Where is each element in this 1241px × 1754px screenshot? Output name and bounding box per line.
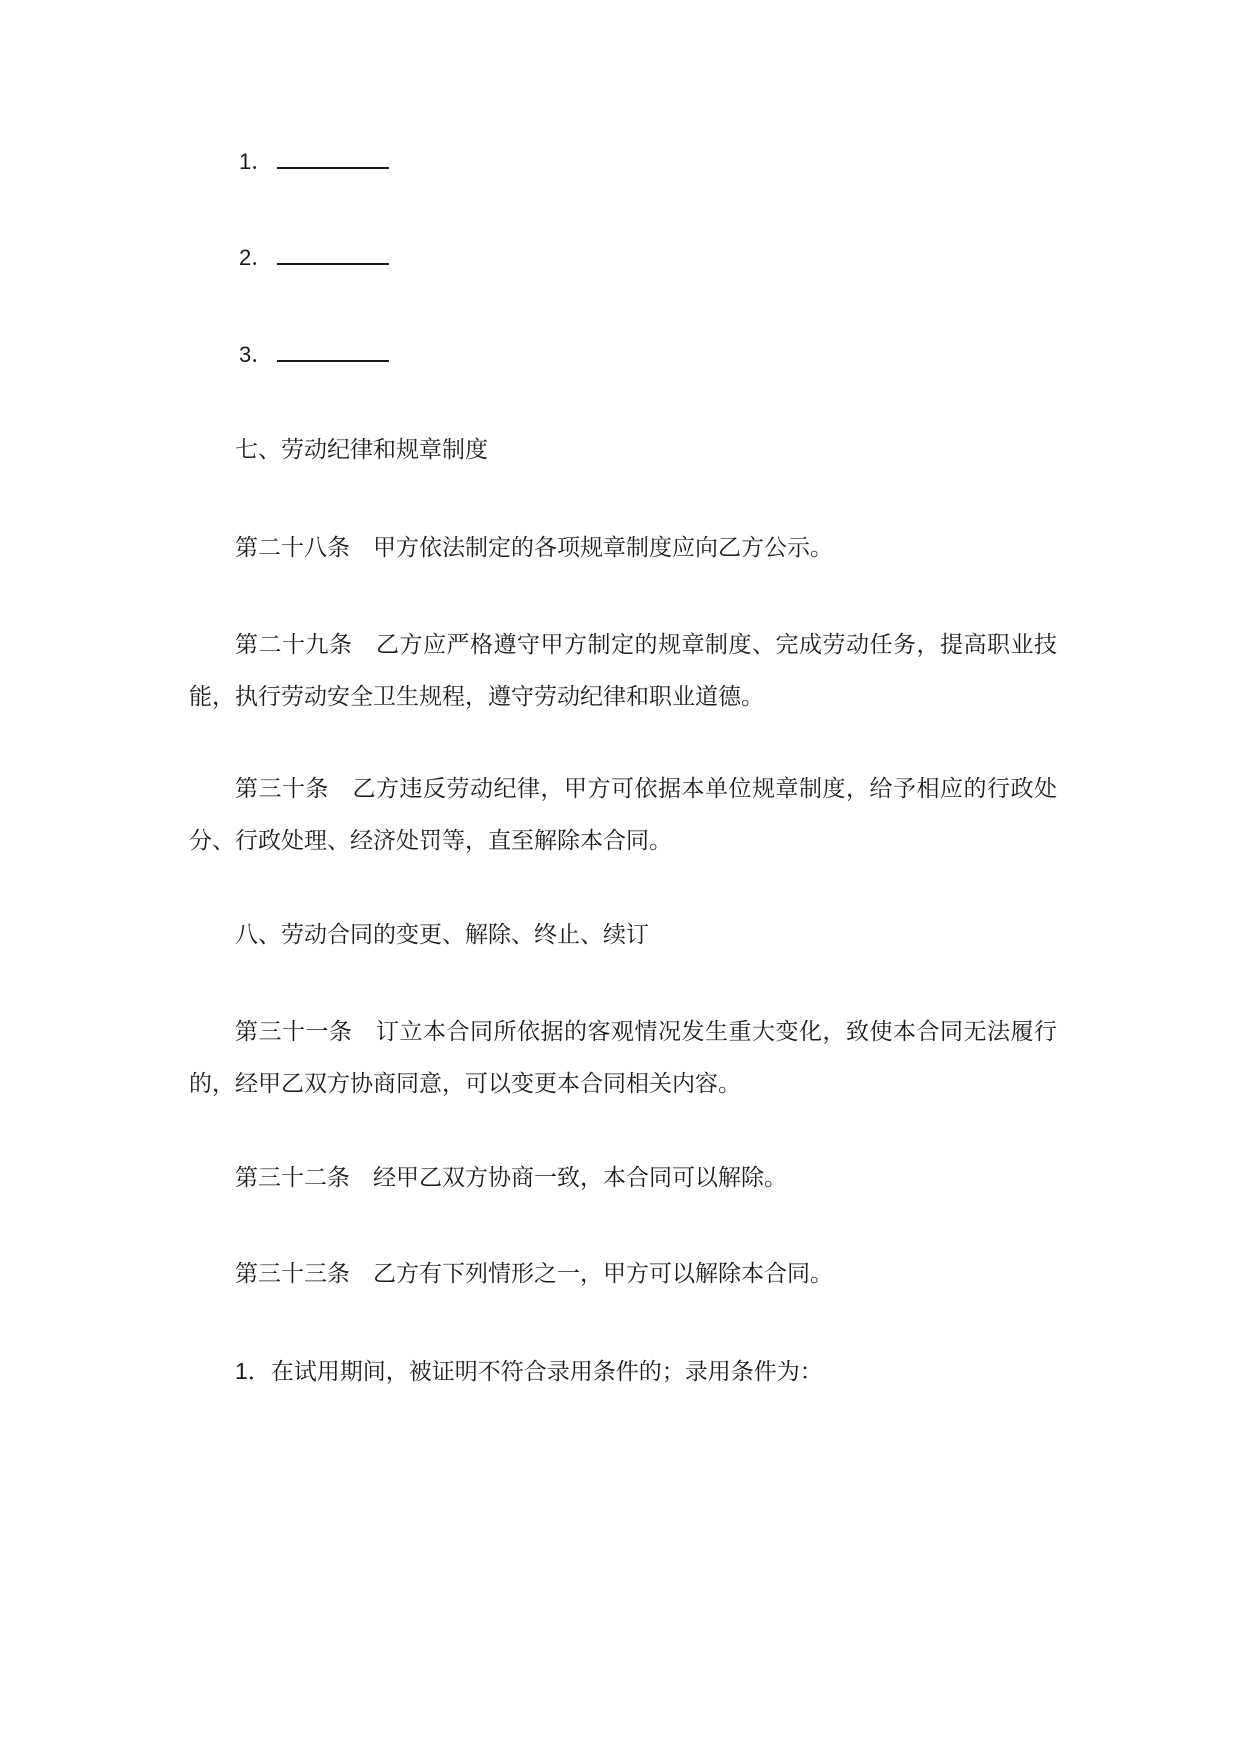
blank-item-number: 1．	[239, 149, 274, 174]
fill-in-blank	[277, 342, 389, 362]
blank-item-number: 3．	[239, 342, 274, 367]
article-29: 第二十九条 乙方应严格遵守甲方制定的规章制度、完成劳动任务，提高职业技能，执行劳动安全卫生规程，遵守劳动纪律和职业道德。	[189, 632, 1057, 710]
blank-item-number: 2．	[239, 245, 274, 270]
section-7-heading: 七、劳动纪律和规章制度	[235, 437, 488, 463]
article-28: 第二十八条 甲方依法制定的各项规章制度应向乙方公示。	[235, 535, 833, 561]
article-31: 第三十一条 订立本合同所依据的客观情况发生重大变化，致使本合同无法履行的，经甲乙双方协商同意，可以变更本合同相关内容。	[189, 1019, 1057, 1097]
article-32: 第三十二条 经甲乙双方协商一致，本合同可以解除。	[235, 1165, 787, 1191]
article-30: 第三十条 乙方违反劳动纪律，甲方可依据本单位规章制度，给予相应的行政处分、行政处理、经济处罚等，直至解除本合同。	[189, 776, 1057, 854]
section-8-heading: 八、劳动合同的变更、解除、终止、续订	[235, 922, 649, 948]
list-item-text: 在试用期间，被证明不符合录用条件的；录用条件为：	[270, 1359, 823, 1385]
fill-in-blank	[277, 245, 389, 265]
fill-in-blank	[277, 149, 389, 169]
article-33-item-1	[189, 1345, 1057, 1398]
blank-item-1	[239, 147, 389, 177]
list-item-number: 1．	[235, 1358, 271, 1384]
blank-item-3	[239, 340, 389, 370]
blank-item-2	[239, 243, 389, 273]
article-33: 第三十三条 乙方有下列情形之一，甲方可以解除本合同。	[235, 1261, 833, 1287]
